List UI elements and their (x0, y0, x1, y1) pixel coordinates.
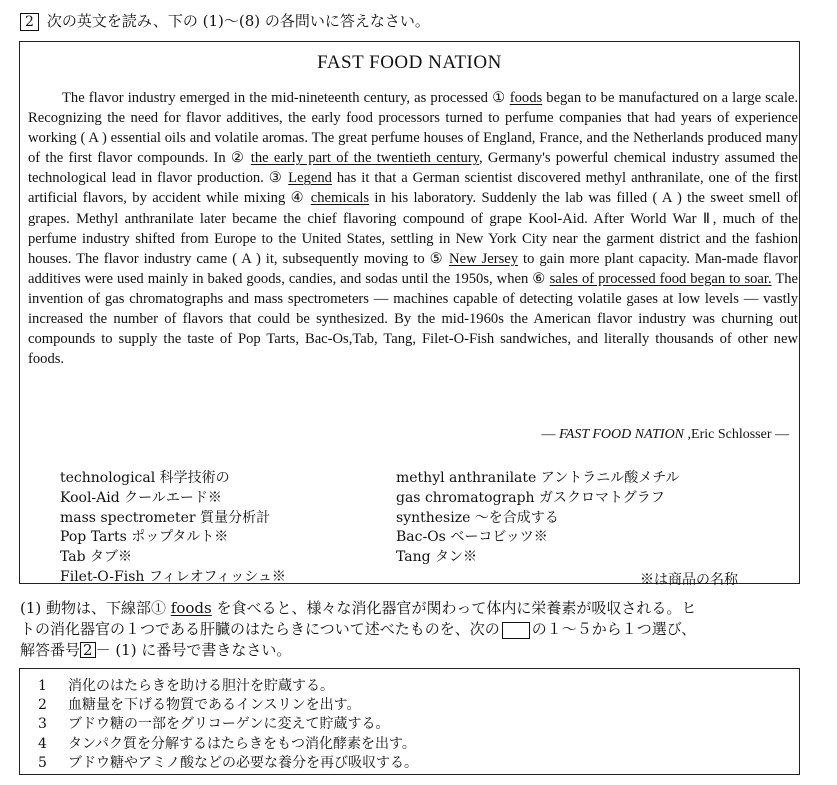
choice-number: 2 (38, 697, 47, 713)
citation-dash: ― (541, 427, 560, 442)
header-instruction: 次の英文を読み、下の (1)～(8) の各問いに答えなさい。 (46, 12, 430, 30)
choice-number: 4 (38, 736, 47, 752)
passage-segment: in his laboratory. Suddenly the lab was filled ( A ) the sweet smell of grapes. Methyl anthranilate later became the chief flavoring compound of grape Kool-Aid. After World War Ⅱ, much of the perfume industry shifted from Europe to the United States, settling in New York City near the garment district and the fashion houses. The flavor industry came ( A ) it, subsequently moving to ⑤ (28, 190, 799, 267)
question-line (20, 598, 820, 619)
underline-3-legend: Legend (288, 170, 332, 187)
glossary-item: Bac-Os ベーコビッツ※ (396, 529, 548, 546)
choice-1 (38, 677, 334, 695)
underline-6-sales-soar: sales of processed food began to soar. (549, 270, 772, 287)
choice-number: 3 (38, 716, 47, 732)
passage-segment: , Germany's powerful chemical industry assumed the technological lead in flavor production. ③ (28, 150, 798, 187)
choice-text: 消化のはたらきを助ける胆汁を貯蔵する。 (68, 678, 334, 694)
citation-work: FAST FOOD NATION (559, 427, 685, 442)
answer-number-box: 2 (80, 642, 96, 658)
passage-segment: The invention of gas chromatographs and mass spectrometers ― machines capable of detecting volatile gases at low levels ― vastly increased the number of flavors that could be synthesized. By the mid-1960s the American flavor industry was churning out compounds to supply the taste of Pop Tarts, Bac-Os,Tab, Tang, Filet-O-Fish sandwiches, and literally thousands of other new foods. (28, 270, 799, 368)
choices-box (19, 668, 800, 775)
passage-box (19, 41, 800, 588)
passage-segment: began to be manufactured on a large scale. Recognizing the need for flavor additives, the early food processors turned to perfume companies that had years of experience working ( A ) essential oils and volatile aromas. The great perfume houses of England, France, and the Netherlands produced many of the first flavor compounds. In ② (28, 90, 798, 167)
question-text: (1) 動物は、下線部① (20, 599, 171, 617)
passage-title: FAST FOOD NATION (317, 52, 502, 73)
glossary-item: methyl anthranilate アントラニル酸メチル (396, 470, 680, 486)
choice-text: 血糖量を下げる物質であるインスリンを出す。 (68, 697, 361, 713)
choice-4 (38, 735, 416, 753)
glossary-left (60, 469, 286, 588)
question-line (20, 640, 820, 661)
glossary-item: synthesize ～を合成する (396, 509, 559, 526)
citation (542, 427, 789, 443)
question-text: － (1) に番号で書きなさい。 (95, 641, 292, 659)
choice-number: 1 (38, 678, 47, 694)
passage-segment: The flavor industry emerged in the mid-nineteenth century, as processed ① (62, 90, 510, 106)
passage-segment: has it that a German scientist discovered methyl anthranilate, one of the first artificial flavors, by accident while mixing ④ (28, 170, 798, 207)
underline-4-chemicals: chemicals (310, 190, 370, 207)
citation-author: ,Eric Schlosser ― (684, 427, 789, 442)
choice-3 (38, 715, 389, 733)
glossary-item: technological 科学技術の (60, 470, 230, 486)
choice-text: ブドウ糖の一部をグリコーゲンに変えて貯蔵する。 (68, 716, 390, 732)
glossary-note: ※は商品の名称 (640, 572, 738, 588)
question-line (20, 619, 820, 640)
blank-box (502, 622, 530, 639)
passage-segment: to gain more plant capacity. Man-made flavor additives were used mainly in baked goods, candies, and sodas until the 1950s, when ⑥ (28, 250, 798, 287)
underline-1-foods: foods (509, 90, 543, 106)
glossary-item: mass spectrometer 質量分析計 (60, 509, 271, 526)
question-text: トの消化器官の１つである肝臓のはたらきについて述べたものを、次の (20, 620, 500, 638)
glossary-right (396, 469, 680, 568)
underline-5-new-jersey: New Jersey (449, 250, 519, 267)
choice-2 (38, 696, 360, 714)
glossary-item: Kool-Aid クールエード※ (60, 489, 222, 506)
passage-text (28, 88, 798, 369)
glossary-item: Filet-O-Fish フィレオフィッシュ※ (60, 568, 286, 585)
glossary-item: Tang タン※ (396, 549, 478, 566)
question-text: 解答番号 (20, 641, 81, 659)
question-header (20, 10, 820, 32)
question-text: の１～５から１つ選び、 (531, 620, 697, 638)
question-text: を食べると、様々な消化器官が関わって体内に栄養素が吸収される。ヒ (211, 599, 697, 617)
glossary-item: Tab タブ※ (60, 549, 133, 566)
question-underlined-foods: foods (170, 599, 212, 617)
choice-text: ブドウ糖やアミノ酸などの必要な養分を再び吸収する。 (68, 755, 418, 771)
choice-number: 5 (38, 755, 47, 771)
subquestion-1 (20, 598, 820, 661)
underline-2-early-twentieth-century: the early part of the twentieth century (250, 150, 480, 167)
choice-5 (38, 754, 418, 772)
choice-text: タンパク質を分解するはたらきをもつ消化酵素を出す。 (68, 736, 416, 752)
glossary-item: gas chromatograph ガスクロマトグラフ (396, 489, 665, 506)
question-number: 2 (20, 13, 39, 31)
glossary-item: Pop Tarts ポップタルト※ (60, 529, 229, 546)
